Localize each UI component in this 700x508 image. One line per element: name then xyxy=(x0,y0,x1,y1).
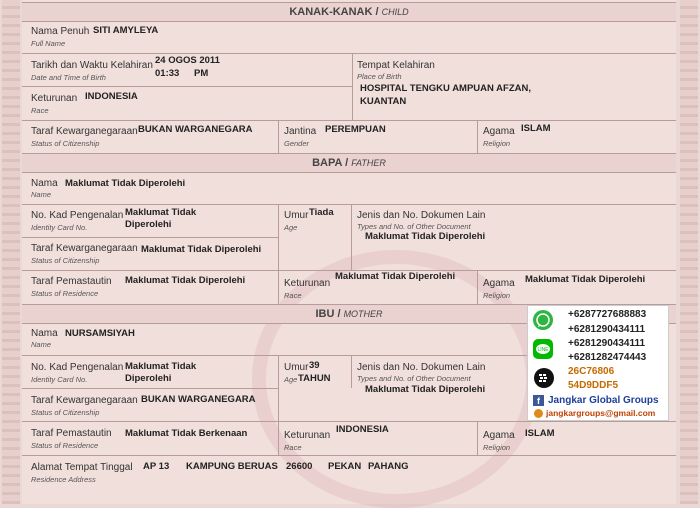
divider xyxy=(351,204,352,270)
child-pob-value-2: KUANTAN xyxy=(360,96,407,107)
mother-doc-sub: Types and No. of Other Document xyxy=(357,374,471,383)
father-rel-sub: Religion xyxy=(483,291,511,300)
birth-certificate xyxy=(22,0,676,504)
mother-addr-2: KAMPUNG BERUAS xyxy=(186,461,278,472)
mother-header-en: MOTHER xyxy=(343,309,383,319)
mother-addr-4: PEKAN xyxy=(328,461,362,472)
divider xyxy=(22,237,278,238)
child-race-value: INDONESIA xyxy=(85,91,138,102)
child-pob-sub: Place of Birth xyxy=(357,72,402,81)
contact-overlay-ad xyxy=(527,305,669,421)
father-id-value: Maklumat Tidak xyxy=(125,207,197,218)
mother-addr-1: AP 13 xyxy=(143,461,170,472)
mother-doc-label: Jenis dan No. Dokumen Lain xyxy=(357,362,486,373)
mother-rel-sub: Religion xyxy=(483,443,511,452)
brand-name: Jangkar Global Groups xyxy=(548,395,659,406)
father-id-label: No. Kad Pengenalan xyxy=(31,210,124,221)
mother-name-label: Nama xyxy=(31,328,58,339)
mother-race-value: INDONESIA xyxy=(336,424,389,435)
father-res-sub: Status of Residence xyxy=(31,289,99,298)
whatsapp-icon xyxy=(533,310,553,330)
mother-res-value: Maklumat Tidak Berkenaan xyxy=(125,428,248,439)
divider xyxy=(477,270,478,304)
divider xyxy=(477,421,478,455)
mother-addr-3: 26600 xyxy=(286,461,313,472)
divider xyxy=(22,355,527,356)
child-pob-label: Tempat Kelahiran xyxy=(357,60,435,71)
divider xyxy=(477,120,478,153)
mother-addr-5: PAHANG xyxy=(368,461,409,472)
child-name-value: SITI AMYLEYA xyxy=(93,25,159,36)
child-rel-label: Agama xyxy=(483,126,515,137)
child-dob-sub: Date and Time of Birth xyxy=(31,73,106,82)
section-father-header: BAPA / FATHER xyxy=(22,153,676,173)
svg-text:LINE: LINE xyxy=(537,347,549,353)
father-id-value-2: Diperolehi xyxy=(125,219,172,230)
divider xyxy=(278,421,279,455)
child-header-en: CHILD xyxy=(381,7,409,17)
section-child-header: KANAK-KANAK / CHILD xyxy=(22,2,676,22)
mother-name-sub: Name xyxy=(31,340,52,349)
blackberry-icon xyxy=(534,368,554,388)
mother-race-sub: Race xyxy=(284,443,302,452)
facebook-icon: f xyxy=(533,395,544,406)
divider xyxy=(22,53,676,54)
mother-age-value: 39 xyxy=(309,360,320,371)
child-name-label: Nama Penuh xyxy=(31,26,90,37)
mother-cit-label: Taraf Kewarganegaraan xyxy=(31,395,138,406)
father-doc-value: Maklumat Tidak Diperolehi xyxy=(365,231,486,242)
child-name-sub: Full Name xyxy=(31,39,66,48)
mother-name-value: NURSAMSIYAH xyxy=(65,328,135,339)
mother-addr-sub: Residence Address xyxy=(31,475,96,484)
father-rel-value: Maklumat Tidak Diperolehi xyxy=(525,274,646,285)
father-header-label: BAPA xyxy=(312,157,343,169)
divider xyxy=(351,355,352,388)
child-race-label: Keturunan xyxy=(31,93,78,104)
child-gender-value: PEREMPUAN xyxy=(325,124,386,135)
father-name-label: Nama xyxy=(31,178,58,189)
divider xyxy=(278,355,279,421)
father-name-value: Maklumat Tidak Diperolehi xyxy=(65,178,186,189)
child-dob-ampm: PM xyxy=(194,68,209,79)
bbm-pin-1: 26C76806 xyxy=(568,366,615,377)
line-icon xyxy=(533,339,553,359)
divider xyxy=(22,421,676,422)
child-rel-sub: Religion xyxy=(483,139,511,148)
father-res-value: Maklumat Tidak Diperolehi xyxy=(125,275,246,286)
child-rel-value: ISLAM xyxy=(521,123,551,134)
left-border-strip xyxy=(2,0,20,504)
phone-3: +6281290434111 xyxy=(568,338,646,349)
divider xyxy=(278,270,279,304)
father-cit-sub: Status of Citizenship xyxy=(31,256,100,265)
mother-age-sub: Age xyxy=(284,375,298,384)
father-doc-sub: Types and No. of Other Document xyxy=(357,222,471,231)
email-icon xyxy=(534,409,543,418)
father-header-en: FATHER xyxy=(351,158,386,168)
phone-1: +6287727688883 xyxy=(568,309,647,320)
child-gender-label: Jantina xyxy=(284,126,317,137)
mother-rel-label: Agama xyxy=(483,430,515,441)
father-age-value: Tiada xyxy=(309,207,334,218)
child-race-sub: Race xyxy=(31,106,49,115)
divider xyxy=(278,120,279,153)
father-doc-label: Jenis dan No. Dokumen Lain xyxy=(357,210,486,221)
right-border-strip xyxy=(680,0,698,504)
divider xyxy=(22,86,352,87)
father-cit-value: Maklumat Tidak Diperolehi xyxy=(141,244,262,255)
father-age-label: Umur xyxy=(284,210,309,221)
father-race-sub: Race xyxy=(284,291,302,300)
father-cit-label: Taraf Kewarganegaraan xyxy=(31,243,138,254)
bbm-pin-2: 54D9DDF5 xyxy=(568,380,619,391)
mother-cit-value: BUKAN WARGANEGARA xyxy=(141,394,256,405)
mother-id-label: No. Kad Pengenalan xyxy=(31,362,124,373)
father-race-value: Maklumat Tidak Diperolehi xyxy=(335,271,456,282)
divider xyxy=(22,388,278,389)
divider xyxy=(22,204,676,205)
child-header-label: KANAK-KANAK xyxy=(289,6,373,18)
mother-doc-value: Maklumat Tidak Diperolehi xyxy=(365,384,486,395)
father-name-sub: Name xyxy=(31,190,52,199)
section-mother-header: IBU / MOTHER xyxy=(22,304,676,324)
father-rel-label: Agama xyxy=(483,278,515,289)
father-res-label: Taraf Pemastautin xyxy=(31,276,112,287)
divider xyxy=(278,204,279,270)
phone-2: +6281290434111 xyxy=(568,324,646,335)
mother-race-label: Keturunan xyxy=(284,430,331,441)
mother-id-sub: Identity Card No. xyxy=(31,375,88,384)
mother-addr-label: Alamat Tempat Tinggal xyxy=(31,462,133,473)
email-address: jangkargroups@gmail.com xyxy=(546,408,656,418)
phone-4: +6281282474443 xyxy=(568,352,647,363)
mother-age-unit: TAHUN xyxy=(298,373,331,384)
divider xyxy=(352,53,353,121)
child-dob-date: 24 OGOS 2011 xyxy=(155,55,220,66)
child-dob-label: Tarikh dan Waktu Kelahiran xyxy=(31,60,153,71)
mother-rel-value: ISLAM xyxy=(525,428,555,439)
divider xyxy=(22,120,676,121)
divider xyxy=(22,455,676,456)
mother-cit-sub: Status of Citizenship xyxy=(31,408,100,417)
child-cit-label: Taraf Kewarganegaraan xyxy=(31,126,138,137)
mother-header-label: IBU xyxy=(315,308,335,320)
child-cit-sub: Status of Citizenship xyxy=(31,139,100,148)
father-id-sub: Identity Card No. xyxy=(31,223,88,232)
mother-id-value-2: Diperolehi xyxy=(125,373,172,384)
child-pob-value: HOSPITAL TENGKU AMPUAN AFZAN, xyxy=(360,83,531,94)
child-dob-time: 01:33 xyxy=(155,68,180,79)
mother-res-sub: Status of Residence xyxy=(31,441,99,450)
child-cit-value: BUKAN WARGANEGARA xyxy=(138,124,253,135)
father-age-sub: Age xyxy=(284,223,298,232)
mother-id-value: Maklumat Tidak xyxy=(125,361,197,372)
mother-age-label: Umur xyxy=(284,362,309,373)
child-gender-sub: Gender xyxy=(284,139,310,148)
father-race-label: Keturunan xyxy=(284,278,331,289)
mother-res-label: Taraf Pemastautin xyxy=(31,428,112,439)
